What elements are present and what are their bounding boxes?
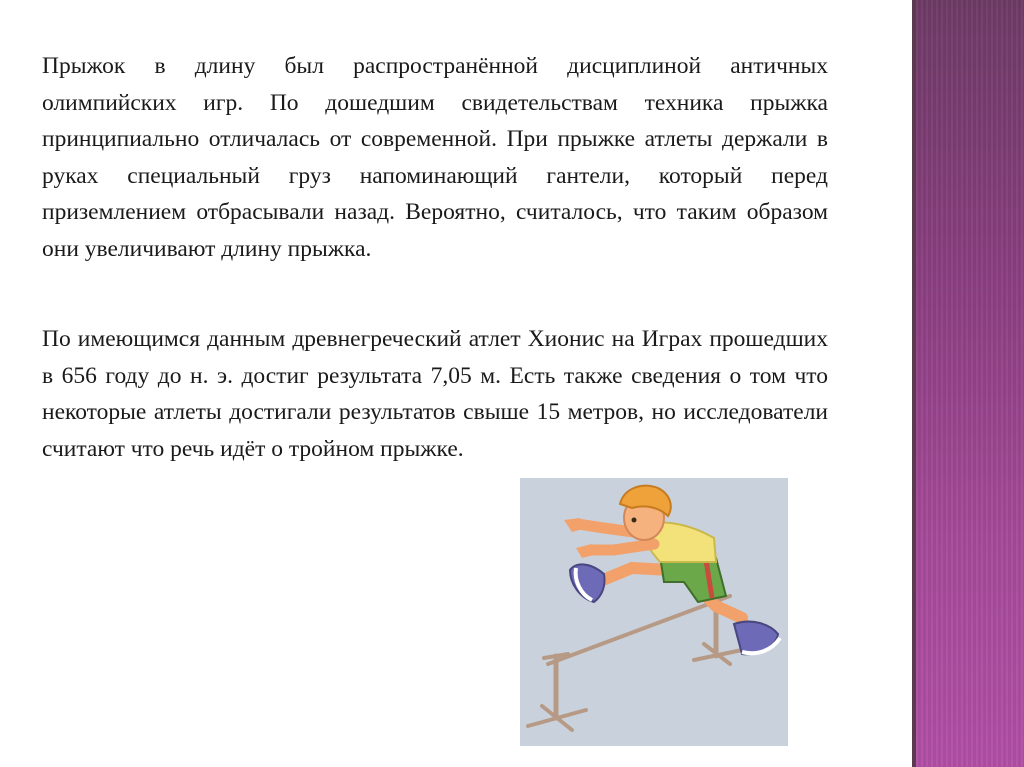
boy-jumping-over-hurdle-illustration — [520, 478, 788, 746]
front-leg — [570, 564, 670, 602]
paragraph-long-jump-history: Прыжок в длину был распространённой дисциплиной античных олимпийских игр. По дошедшим свидетельствам техника прыжка принципиально отличалась от современной. При прыжке атлеты держали в руках специальный груз напоминающий гантели, который перед приземлением отбрасывали назад. Вероятно, считалось, что таким образом они увеличивают длину прыжка. — [42, 53, 828, 262]
jumping-boy-drawing — [520, 478, 788, 746]
paragraph-chionis-record: По имеющимся данным древнегреческий атлет Хионис на Играх прошедших в 656 году до н. э. достиг результата 7,05 м. Есть также сведения о том что некоторые атлеты достигали результатов свыше 15 метров, но исследователи считают что речь идёт о тройном прыжке. — [42, 326, 828, 462]
decorative-side-panel — [916, 0, 1024, 767]
hurdle — [528, 596, 742, 730]
